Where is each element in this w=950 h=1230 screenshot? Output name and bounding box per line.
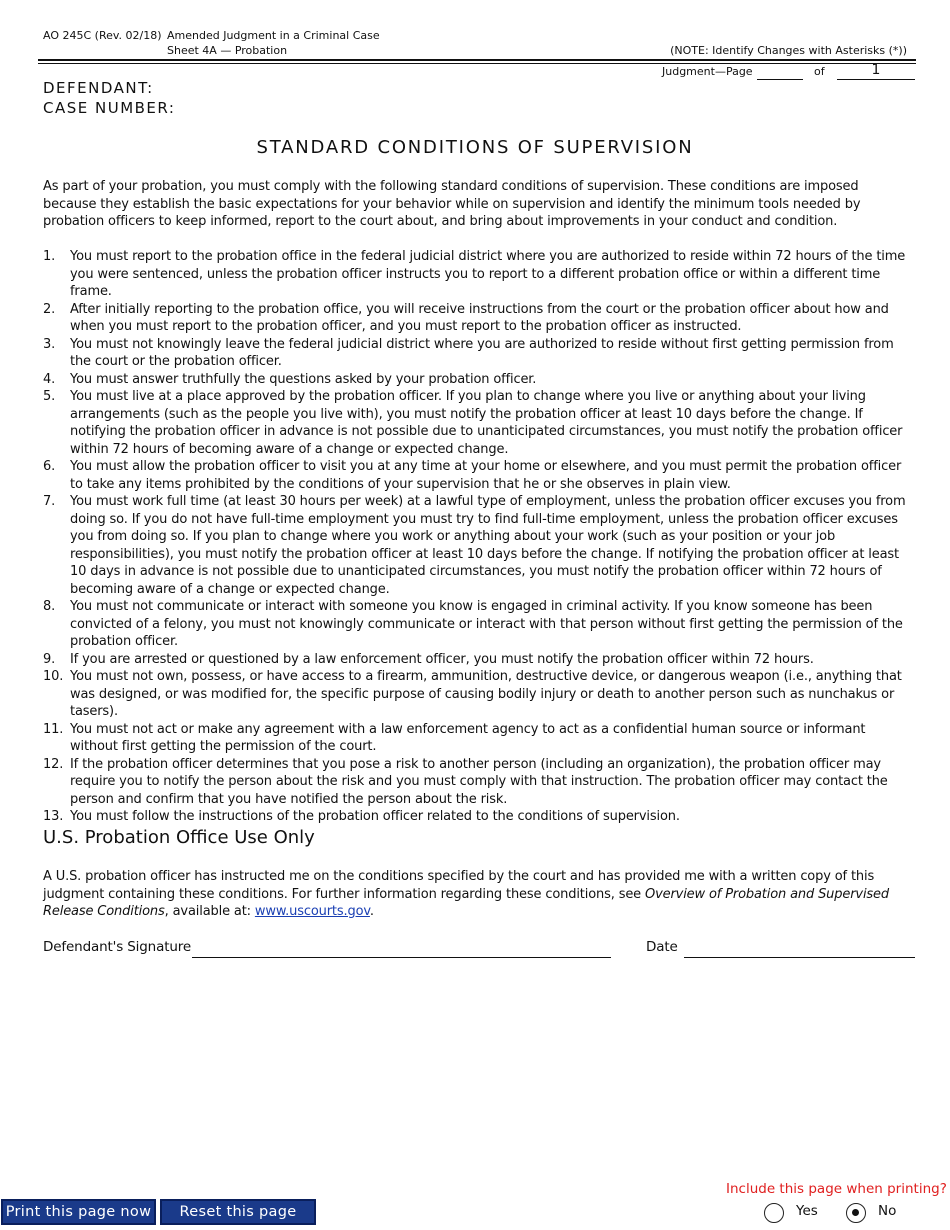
page-title: STANDARD CONDITIONS OF SUPERVISION [256,137,694,158]
condition-item [43,371,911,389]
judgment-page-label: Judgment—Page [662,65,753,78]
condition-text: If the probation officer determines that you pose a risk to another person (including an organization), the probation officer may require you to notify the person about the risk and you must comply with that instruction. The probation officer may contact the person and confirm that you have notified the person about the risk. [70,756,888,807]
condition-number: 13. [43,809,64,824]
condition-number: 2. [43,301,56,317]
include-prompt: Include this page when printing? [726,1181,947,1197]
condition-number: 5. [43,389,56,404]
condition-item [43,493,911,598]
intro-paragraph: As part of your probation, you must comply with the following standard conditions of supervision. These conditions are imposed because they establish the basic expectations for your behavior while on supervision and identify the minimum tools needed by probation officers to keep informed, report to the court about, and bring about improvements in your conduct and condition. [43,179,861,229]
defendant-label: DEFENDANT: [43,79,154,97]
condition-item [43,336,911,371]
signature-label: Defendant's Signature [43,939,192,955]
office-use-text: A U.S. probation officer has instructed me on the conditions specified by the court and has provided me with a written copy of this judgment containing these conditions. For further information regarding these conditions, see [43,869,875,902]
of-label: of [814,65,825,78]
condition-number: 10. [43,669,64,684]
condition-text: If you are arrested or questioned by a law enforcement officer, you must notify the probation officer within 72 hours. [70,651,814,667]
condition-text: You must answer truthfully the questions asked by your probation officer. [70,371,537,387]
condition-number: 9. [43,651,56,667]
uscourts-link[interactable]: www.uscourts.gov [254,904,370,919]
condition-text: You must follow the instructions of the probation officer related to the conditions of supervision. [70,809,680,824]
condition-item [43,756,911,809]
print-button[interactable]: Print this page now [1,1199,156,1225]
condition-number: 12. [43,756,64,772]
no-label: No [878,1203,897,1219]
condition-item [43,651,911,669]
condition-text: You must not communicate or interact with someone you know is engaged in criminal activity. If you know someone has been convicted of a felony, you must not knowingly communicate or interact with that person without first getting the permission of the probation officer. [70,599,903,649]
condition-item [43,668,911,721]
condition-text: You must not knowingly leave the federal judicial district where you are authorized to reside without first getting permission from the court or the probation officer. [70,336,894,369]
asterisk-note: (NOTE: Identify Changes with Asterisks (*)) [670,44,907,57]
condition-item [43,458,911,493]
no-radio[interactable] [846,1203,866,1223]
condition-item [43,721,911,756]
condition-text: You must live at a place approved by the probation officer. If you plan to change where you live or anything about your living arrangements (such as the people you live with), you must notify the probation officer at least 10 days before the change. If notifying the probation officer in advance is not possible due to unanticipated circumstances, you must notify the probation officer within 72 hours of becoming aware of a change or expected change. [70,389,903,457]
date-label: Date [646,939,678,955]
condition-number: 3. [43,336,56,352]
header-rule [38,59,916,61]
condition-number: 6. [43,459,56,474]
condition-item [43,248,911,301]
page-number-field[interactable] [757,63,803,80]
condition-text: You must allow the probation officer to visit you at any time at your home or elsewhere, and you must permit the probation officer to take any items prohibited by the conditions of your supervision that he or she observes in plain view. [70,459,902,492]
sheet-label: Sheet 4A — Probation [167,44,288,57]
yes-label: Yes [796,1203,818,1219]
total-pages-field[interactable]: 1 [837,63,915,80]
office-use-text-2: , available at: [164,904,255,919]
condition-text: You must work full time (at least 30 hours per week) at a lawful type of employment, unless the probation officer excuses you from doing so. If you do not have full-time employment you must try to find full-time employment, unless the probation officer excuses you from doing so. If you plan to change where you work or anything about your work (such as your position or your job responsibilities), you must notify the probation officer at least 10 days before the change. If notifying the probation officer at least 10 days in advance is not possible due to unanticipated circumstances, you must notify the probation officer within 72 hours of becoming aware of a change or expected change. [70,494,906,597]
condition-text: After initially reporting to the probation office, you will receive instructions from the court or the probation officer about how and when you must report to the probation officer, and you must report to the probation officer as instructed. [70,301,889,334]
condition-text: You must not own, possess, or have access to a firearm, ammunition, destructive device, or dangerous weapon (i.e., anything that was designed, or was modified for, the specific purpose of causing bodily injury or death to another person such as nunchakus or tasers). [70,669,902,719]
date-line[interactable] [684,957,915,958]
condition-number: 8. [43,599,56,614]
condition-item [43,388,911,458]
condition-number: 1. [43,249,56,264]
condition-item [43,301,911,336]
office-use-paragraph [43,868,911,921]
office-use-text-end: . [369,904,374,919]
office-use-heading: U.S. Probation Office Use Only [43,827,315,848]
reset-button[interactable]: Reset this page [160,1199,316,1225]
condition-number: 4. [43,371,56,387]
case-number-label: CASE NUMBER: [43,99,176,117]
form-id: AO 245C (Rev. 02/18) [43,29,162,42]
condition-number: 11. [43,721,64,737]
condition-number: 7. [43,494,56,509]
conditions-list [43,248,911,826]
yes-radio[interactable] [764,1203,784,1223]
condition-item [43,808,911,826]
overview-title: Overview of Probation and Supervised Release Conditions [43,886,889,919]
no-radio-selected-dot [852,1209,859,1216]
signature-line[interactable] [192,957,611,958]
condition-text: You must not act or make any agreement with a law enforcement agency to act as a confidential human source or informant without first getting the permission of the court. [70,721,866,754]
form-title: Amended Judgment in a Criminal Case [167,29,380,42]
condition-text: You must report to the probation office in the federal judicial district where you are authorized to reside within 72 hours of the time you were sentenced, unless the probation officer instructs you to report to a different probation office or within a different time frame. [70,249,906,299]
condition-item [43,598,911,651]
